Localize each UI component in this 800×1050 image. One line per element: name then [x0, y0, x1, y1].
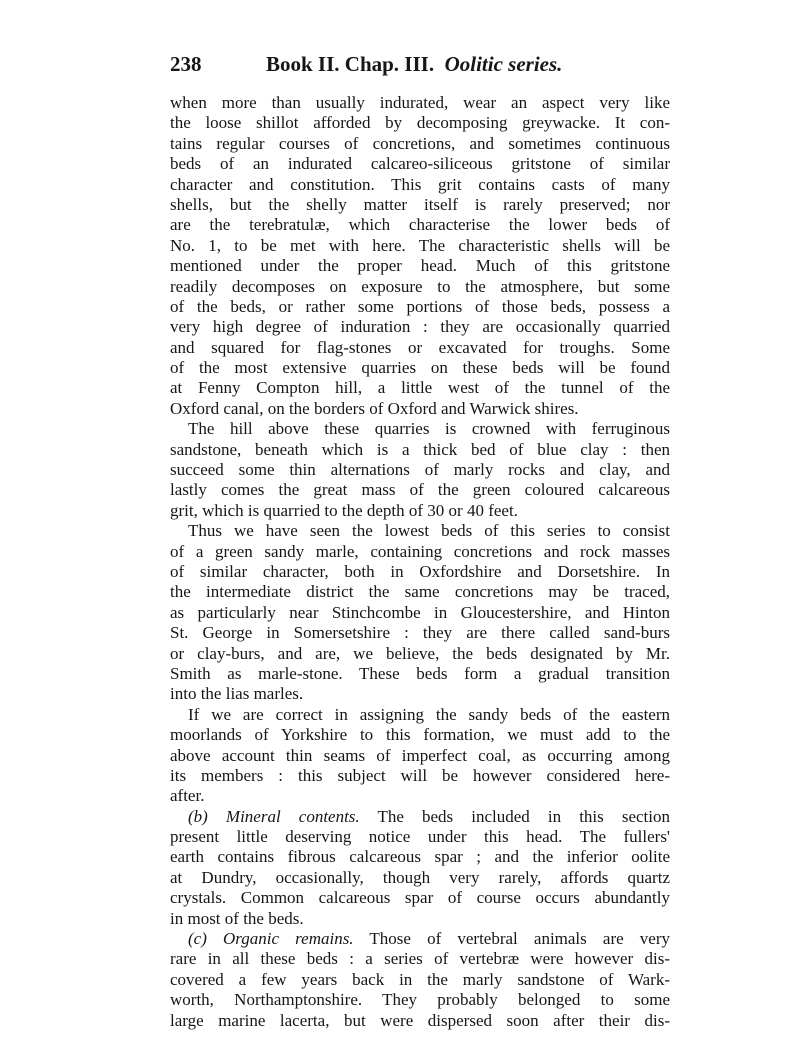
line-text: Those of vertebral animals are very [353, 929, 670, 949]
section-label: (b) Mineral contents. [188, 806, 360, 826]
section-title: Oolitic series. [444, 52, 563, 76]
line-text: present little deserving notice under this head. The fullers' [170, 827, 670, 847]
line-text: mentioned under the proper head. Much of this gritstone [170, 256, 670, 276]
line-text: St. George in Somersetshire : they are there called sand-burs [170, 623, 670, 643]
text-line [170, 684, 670, 704]
text-line [170, 542, 670, 562]
text-line [170, 215, 670, 235]
text-line [170, 480, 670, 500]
line-text: and squared for flag-stones or excavated for troughs. Some [170, 337, 670, 357]
line-text: shells, but the shelly matter itself is rarely preserved; nor [170, 194, 670, 214]
line-text: Smith as marle-stone. These beds form a gradual transition [170, 663, 670, 683]
line-text: Thus we have seen the lowest beds of this series to consist [188, 521, 670, 541]
text-line [170, 317, 670, 337]
line-text: of the most extensive quarries on these beds will be found [170, 358, 670, 378]
line-text: in most of the beds. [170, 908, 304, 928]
text-line [170, 929, 670, 949]
text-line [170, 419, 670, 439]
line-text: beds of an indurated calcareo-siliceous gritstone of similar [170, 154, 670, 174]
line-text: of a green sandy marle, containing concretions and rock masses [170, 541, 670, 561]
line-text: character and constitution. This grit contains casts of many [170, 174, 670, 194]
text-line [170, 582, 670, 602]
text-line [170, 236, 670, 256]
text-line [170, 603, 670, 623]
line-text: covered a few years back in the marly sandstone of Wark- [170, 969, 670, 989]
text-line [170, 827, 670, 847]
text-line [170, 990, 670, 1010]
line-text: of similar character, both in Oxfordshire and Dorsetshire. In [170, 561, 670, 581]
line-text: moorlands of Yorkshire to this formation, we must add to the [170, 725, 670, 745]
text-line [170, 705, 670, 725]
line-text: large marine lacerta, but were dispersed soon after their dis- [170, 1010, 670, 1030]
line-text: after. [170, 786, 205, 806]
line-text: tains regular courses of concretions, and sometimes continuous [170, 133, 670, 153]
line-text: The beds included in this section [359, 806, 670, 826]
text-line [170, 909, 670, 929]
text-line [170, 297, 670, 317]
running-header [170, 52, 670, 82]
text-line [170, 664, 670, 684]
line-text: its members : this subject will be however considered here- [170, 765, 670, 785]
text-line [170, 154, 670, 174]
text-line [170, 501, 670, 521]
line-text: crystals. Common calcareous spar of course occurs abundantly [170, 888, 670, 908]
text-line [170, 888, 670, 908]
text-line [170, 399, 670, 419]
line-text: when more than usually indurated, wear an aspect very like [170, 93, 670, 112]
line-text: grit, which is quarried to the depth of 30 or 40 feet. [170, 500, 518, 520]
line-text: readily decomposes on exposure to the atmosphere, but some [170, 276, 670, 296]
line-text: of the beds, or rather some portions of those beds, possess a [170, 296, 670, 316]
text-line [170, 175, 670, 195]
text-line [170, 358, 670, 378]
text-line [170, 277, 670, 297]
section-label: (c) Organic remains. [188, 929, 354, 949]
line-text: lastly comes the great mass of the green coloured calcareous [170, 480, 670, 500]
text-line [170, 766, 670, 786]
line-text: earth contains fibrous calcareous spar ; and the inferior oolite [170, 847, 670, 867]
book-chapter: Book II. Chap. III. [266, 52, 435, 76]
line-text: or clay-burs, and are, we believe, the beds designated by Mr. [170, 643, 670, 663]
text-line [170, 644, 670, 664]
line-text: very high degree of induration : they are occasionally quarried [170, 317, 670, 337]
text-line [170, 562, 670, 582]
line-text: are the terebratulæ, which characterise the lower beds of [170, 215, 670, 235]
text-line [170, 460, 670, 480]
page-number: 238 [170, 52, 202, 76]
line-text: the intermediate district the same concretions may be traced, [170, 582, 670, 602]
text-line [170, 786, 670, 806]
text-line [170, 440, 670, 460]
line-text: succeed some thin alternations of marly rocks and clay, and [170, 460, 670, 480]
line-text: the loose shillot afforded by decomposing greywacke. It con- [170, 113, 670, 133]
body-text [170, 93, 670, 1031]
line-text: No. 1, to be met with here. The characteristic shells will be [170, 235, 670, 255]
text-line [170, 746, 670, 766]
text-line [170, 521, 670, 541]
text-line [170, 113, 670, 133]
text-line [170, 256, 670, 276]
line-text: If we are correct in assigning the sandy beds of the eastern [188, 704, 670, 724]
text-line [170, 949, 670, 969]
text-line [170, 807, 670, 827]
text-line [170, 134, 670, 154]
text-line [170, 378, 670, 398]
line-text: rare in all these beds : a series of vertebræ were however dis- [170, 949, 670, 969]
line-text: The hill above these quarries is crowned with ferruginous [188, 419, 670, 439]
running-title [266, 52, 562, 77]
text-line [170, 338, 670, 358]
line-text: at Dundry, occasionally, though very rarely, affords quartz [170, 867, 670, 887]
text-line [170, 725, 670, 745]
text-line [170, 868, 670, 888]
text-line [170, 93, 670, 113]
text-line [170, 970, 670, 990]
text-line [170, 847, 670, 867]
line-text: above account thin seams of imperfect coal, as occurring among [170, 745, 670, 765]
text-line [170, 1011, 670, 1031]
line-text: as particularly near Stinchcombe in Gloucestershire, and Hinton [170, 602, 670, 622]
line-text: at Fenny Compton hill, a little west of the tunnel of the [170, 378, 670, 398]
text-line [170, 195, 670, 215]
line-text: worth, Northamptonshire. They probably belonged to some [170, 990, 670, 1010]
line-text: into the lias marles. [170, 684, 304, 704]
line-text: Oxford canal, on the borders of Oxford and Warwick shires. [170, 398, 579, 418]
text-line [170, 623, 670, 643]
line-text: sandstone, beneath which is a thick bed of blue clay : then [170, 439, 670, 459]
